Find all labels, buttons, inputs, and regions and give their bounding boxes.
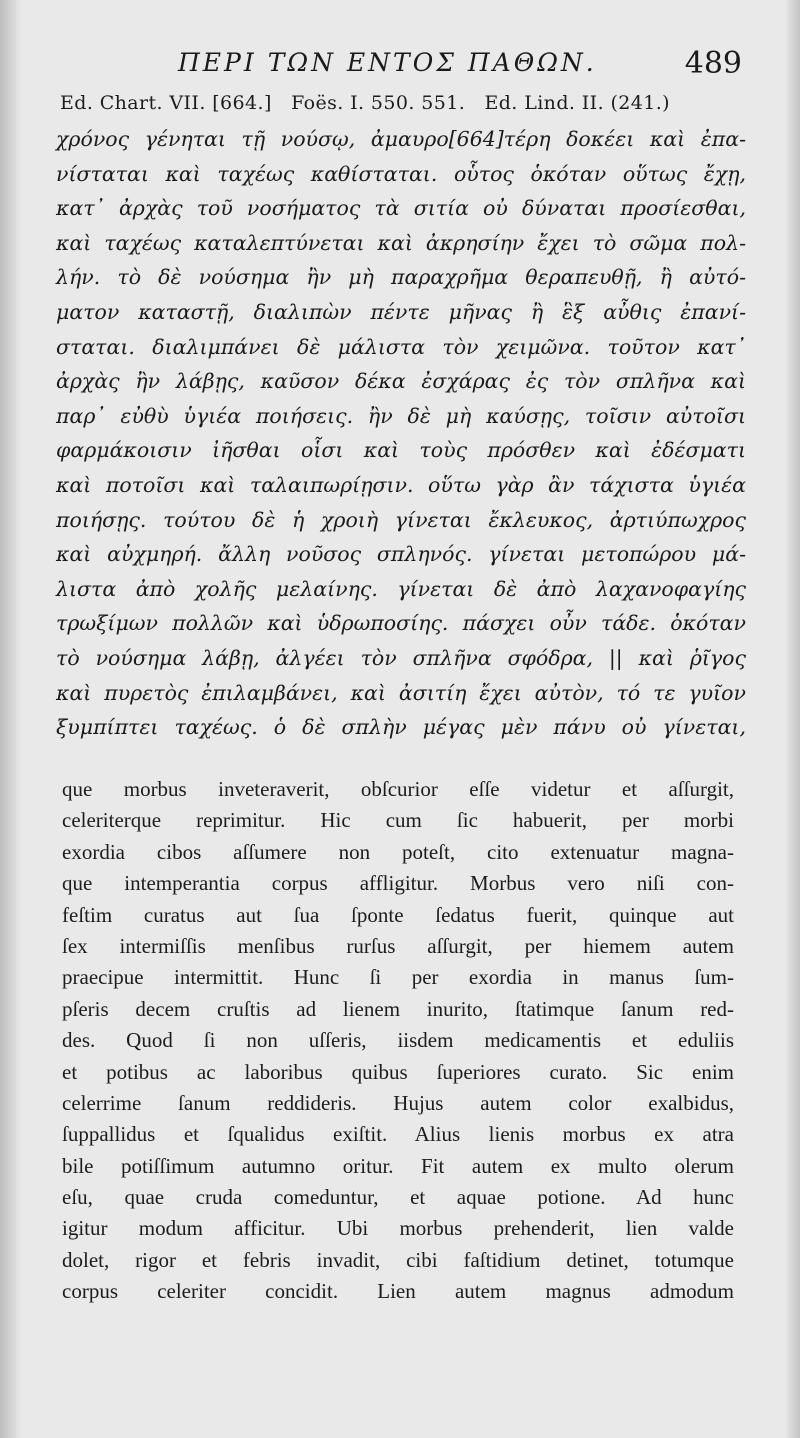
latin-text-line: et potibus ac laboribus quibus ſuperiores curato. Sic enim bbox=[62, 1059, 734, 1084]
greek-text-line: καὶ πυρετὸς ἐπιλαμβάνει, καὶ ἀσιτίη ἔχει αὐτὸν, τό τε γυῖον bbox=[56, 680, 746, 705]
greek-text-line: τρωξίμων πολλῶν καὶ ὑδρωποσίης. πάσχει οὖν τάδε. ὁκόταν bbox=[56, 611, 746, 636]
greek-text-line: χρόνος γένηται τῇ νούσῳ, ἀμαυρο[664]τέρη δοκέει καὶ ἐπα- bbox=[56, 127, 746, 151]
latin-text-line: exordia cibos aſſumere non poteſt, cito extenuatur magna- bbox=[62, 839, 734, 864]
greek-text-line: λιστα ἀπὸ χολῆς μελαίνης. γίνεται δὲ ἀπὸ λαχανοφαγίης bbox=[56, 576, 746, 601]
latin-text-line: des. Quod ſi non uſſeris, iisdem medicamentis et eduliis bbox=[62, 1028, 734, 1053]
latin-text-line: celeriterque reprimitur. Hic cum ſic habuerit, per morbi bbox=[62, 808, 734, 833]
latin-text-line: celerrime ſanum reddideris. Hujus autem color exalbidus, bbox=[62, 1090, 734, 1115]
running-title: ΠΕΡΙ ΤΩΝ ΕΝΤΟΣ ΠΑΘΩΝ. bbox=[178, 48, 597, 77]
greek-text-line: παρ᾽ εὐθὺ ὑγιέα ποιήσεις. ἢν δὲ μὴ καύσῃς, τοῖσιν αὐτοῖσι bbox=[56, 403, 746, 428]
greek-text-line: καὶ ταχέως καταλεπτύνεται καὶ ἀκρησίην ἔχει τὸ σῶμα πολ- bbox=[56, 230, 746, 255]
greek-text-line: λήν. τὸ δὲ νούσημα ἢν μὴ παραχρῆμα θεραπευθῇ, ἢ αὐτό- bbox=[56, 265, 746, 290]
page-number: 489 bbox=[684, 46, 742, 81]
latin-text-line: dolet, rigor et febris invadit, cibi faſtidium detinet, totumque bbox=[62, 1247, 734, 1272]
greek-text-block bbox=[56, 122, 746, 745]
latin-translation-block bbox=[62, 774, 734, 1308]
greek-text-line: κατ᾽ ἀρχὰς τοῦ νοσήματος τὰ σιτία οὐ δύναται προσίεσθαι, bbox=[56, 196, 746, 221]
greek-text-line: ξυμπίπτει ταχέως. ὁ δὲ σπλὴν μέγας μὲν πάνυ οὐ γίνεται, bbox=[56, 715, 746, 740]
latin-text-line: ſuppallidus et ſqualidus exiſtit. Alius lienis morbus ex atra bbox=[62, 1122, 734, 1147]
latin-text-line: que morbus inveteraverit, obſcurior eſſe videtur et aſſurgit, bbox=[62, 777, 734, 801]
greek-text-line: νίσταται καὶ ταχέως καθίσταται. οὗτος ὁκόταν οὕτως ἔχῃ, bbox=[56, 161, 746, 186]
latin-text-line: bile potiſſimum autumno oritur. Fit autem ex multo olerum bbox=[62, 1153, 734, 1178]
edition-reference-line: Ed. Chart. VII. [664.] Foës. I. 550. 551. Ed. Lind. II. (241.) bbox=[60, 92, 670, 114]
greek-text-line: καὶ αὐχμηρή. ἄλλη νοῦσος σπληνός. γίνεται μετοπώρου μά- bbox=[56, 542, 746, 567]
greek-text-line: ποιήσῃς. τούτου δὲ ἡ χροιὴ γίνεται ἔκλευκος, ἀρτιύπωχρος bbox=[56, 507, 746, 532]
greek-text-line: φαρμάκοισιν ἰῆσθαι οἷσι καὶ τοὺς πρόσθεν καὶ ἐδέσματι bbox=[56, 438, 746, 463]
latin-text-line: pſeris decem cruſtis ad lienem inurito, ſtatimque ſanum red- bbox=[62, 996, 734, 1021]
greek-text-line: ἀρχὰς ἢν λάβῃς, καῦσον δέκα ἐσχάρας ἐς τὸν σπλῆνα καὶ bbox=[56, 369, 746, 394]
greek-text-line: καὶ ποτοῖσι καὶ ταλαιπωρίῃσιν. οὕτω γὰρ ἂν τάχιστα ὑγιέα bbox=[56, 472, 746, 497]
latin-text-line: praecipue intermittit. Hunc ſi per exordia in manus ſum- bbox=[62, 965, 734, 990]
latin-text-line: feſtim curatus aut ſua ſponte ſedatus fuerit, quinque aut bbox=[62, 902, 734, 927]
greek-text-line: ματον καταστῇ, διαλιπὼν πέντε μῆνας ἢ ἓξ αὖθις ἐπανί- bbox=[56, 299, 746, 324]
running-head bbox=[60, 44, 742, 84]
latin-text-line: eſu, quae cruda comeduntur, et aquae potione. Ad hunc bbox=[62, 1185, 734, 1210]
latin-text-line: que intemperantia corpus affligitur. Morbus vero niſi con- bbox=[62, 871, 734, 896]
latin-text-line: ſex intermiſſis menſibus rurſus aſſurgit, per hiemem autem bbox=[62, 933, 734, 958]
greek-text-line: τὸ νούσημα λάβῃ, ἀλγέει τὸν σπλῆνα σφόδρα, || καὶ ῥῖγος bbox=[56, 645, 746, 670]
greek-text-line: σταται. διαλιμπάνει δὲ μάλιστα τὸν χειμῶνα. τοῦτον κατ᾽ bbox=[56, 334, 746, 359]
latin-text-line: igitur modum afficitur. Ubi morbus prehenderit, lien valde bbox=[62, 1216, 734, 1241]
latin-text-line: corpus celeriter concidit. Lien autem magnus admodum bbox=[62, 1279, 734, 1304]
